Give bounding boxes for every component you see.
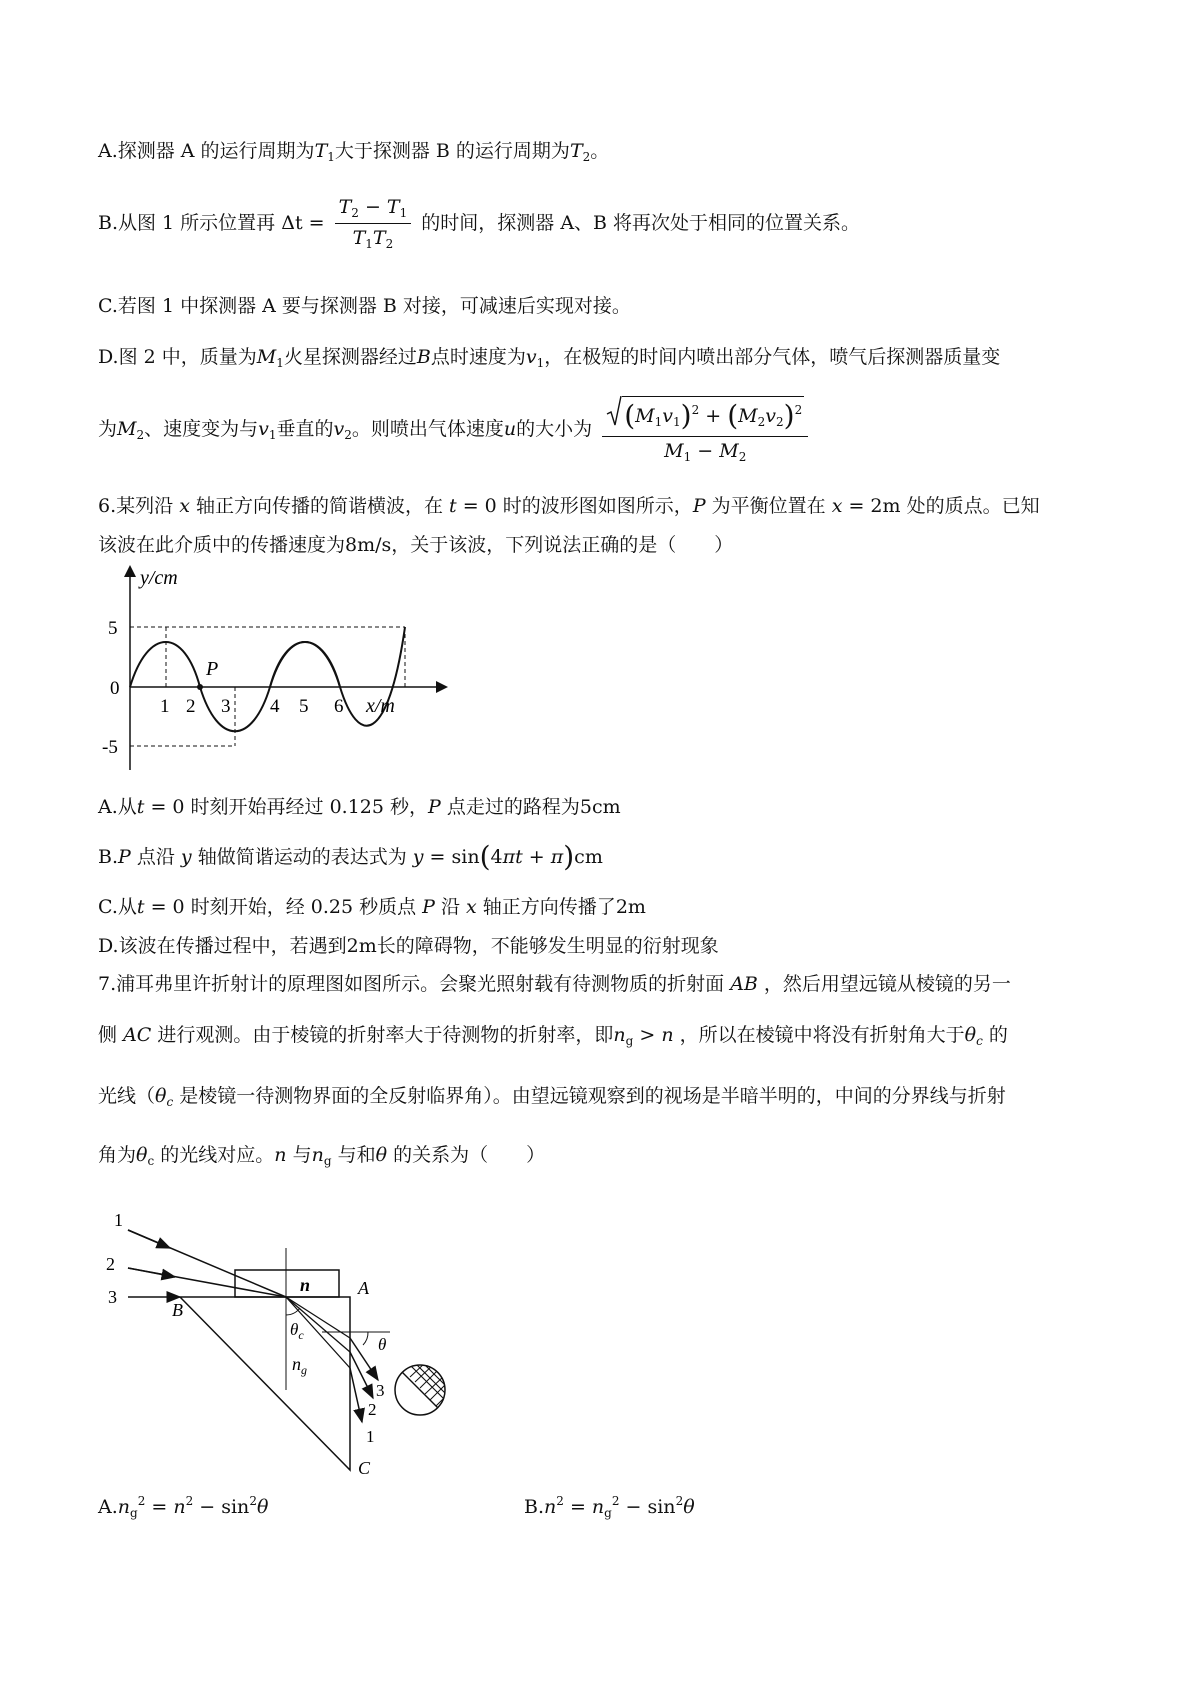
y-tick-5: 5 xyxy=(108,618,118,639)
q5-option-a: A.探测器 A 的运行周期为$T_1$大于探测器 B 的运行周期为$T_2$。 xyxy=(98,140,610,164)
y-tick-neg5: -5 xyxy=(102,737,118,758)
y-tick-0: 0 xyxy=(110,678,120,699)
symbol-T2: $T_2$ xyxy=(569,140,591,164)
vertex-label-c: C xyxy=(358,1458,371,1478)
q7-stem-line1: 7.浦耳弗里许折射计的原理图如图所示。会聚光照射载有待测物质的折射面 AB ，然后用望远镜从棱镜的另一 xyxy=(98,973,1011,995)
q7-stem-line3: 光线（$\theta_c$ 是棱镜一待测物界面的全反射临界角）。由望远镜观察到的视场是半暗半明的，中间的分界线与折射 xyxy=(98,1085,1006,1109)
q6-option-b: B.P 点沿 y 轴做简谐运动的表达式为 y = sin(4πt + π)cm xyxy=(98,840,603,873)
q5-option-d-line1: D.图 2 中，质量为$M_1$火星探测器经过B点时速度为$v_1$，在极短的时间内喷出部分气体，喷气后探测器质量变 xyxy=(98,346,1001,370)
q6-option-a: A.从t = 0 时刻开始再经过 0.125 秒，P 点走过的路程为5cm xyxy=(98,796,621,818)
point-p-label: P xyxy=(206,658,219,680)
field-of-view-icon xyxy=(395,1360,450,1415)
q7-option-b: $B.n^2 = n_g^2 - \sin^2\theta$ xyxy=(524,1494,695,1520)
sample-block xyxy=(235,1270,339,1297)
medium-label-n: n xyxy=(300,1275,311,1295)
q6-option-c: C.从t = 0 时刻开始，经 0.25 秒质点 P 沿 x 轴正方向传播了2m xyxy=(98,896,646,918)
q6-stem-line2: 该波在此介质中的传播速度为8m/s，关于该波，下列说法正确的是（ ） xyxy=(98,534,734,556)
vertex-label-b: B xyxy=(172,1300,183,1320)
out-label-2: 2 xyxy=(368,1400,377,1419)
x-tick-2: 2 xyxy=(186,696,196,717)
ray-label-2: 2 xyxy=(106,1254,115,1274)
q7-stem-line4: 角为$\theta_c$ 的光线对应。n 与$n_g$ 与和θ 的关系为（ ） xyxy=(98,1144,546,1168)
ray-label-1: 1 xyxy=(114,1210,123,1230)
x-tick-3: 3 xyxy=(221,696,231,717)
y-axis-label: y/cm xyxy=(140,567,178,589)
x-tick-4: 4 xyxy=(270,696,280,717)
fraction-gas-speed: $\frac{(M_1v_1)^2 + (M_2v_2)^2}{M_1 - M_2}$ xyxy=(602,396,808,464)
wave-graph xyxy=(100,560,460,780)
q6-stem-line1: 6.某列沿 x 轴正方向传播的简谐横波，在 t = 0 时的波形图如图所示，P 为平衡位置在 x = 2m 处的质点。已知 xyxy=(98,495,1040,517)
prism-label-ng: $n_g$ xyxy=(292,1354,307,1377)
angle-label-theta: θ xyxy=(378,1335,387,1354)
q5-option-b: B.从图 1 所示位置再 Δt = $\frac{T_2 - T_1}{T_1T_2}$ 的时间，探测器 A、B 将再次处于相同的位置关系。 xyxy=(98,196,861,252)
out-label-3: 3 xyxy=(376,1381,385,1400)
vertex-label-a: A xyxy=(358,1278,369,1298)
x-axis-label: x/m xyxy=(366,695,395,717)
fraction-delta-t: $\frac{T_2 - T_1}{T_1T_2}$ xyxy=(335,196,412,252)
wave-curve-tail xyxy=(270,642,340,687)
out-label-1: 1 xyxy=(366,1427,375,1446)
q5-option-d-line2: 为$M_2$、速度变为与$v_1$垂直的$v_2$。则喷出气体速度u的大小为 $\frac{(M_1v_1)^2 + (M_2v_2)^2}{M_1 - M_2}$ xyxy=(98,396,812,464)
q5-option-c: C.若图 1 中探测器 A 要与探测器 B 对接，可减速后实现对接。 xyxy=(98,295,631,317)
ray-2-out xyxy=(350,1352,373,1398)
point-p xyxy=(197,684,203,690)
symbol-T1: $T_1$ xyxy=(314,140,335,164)
q7-option-a: $A.n_g^2 = n^2 - \sin^2\theta$ xyxy=(98,1494,269,1520)
x-tick-1: 1 xyxy=(160,696,170,717)
q7-stem-line2: 侧 AC 进行观测。由于棱镜的折射率大于待测物的折射率，即$n_g > n$ ，所以在棱镜中将没有折射角大于$\theta_c$ 的 xyxy=(98,1024,1008,1048)
q6-option-d: D.该波在传播过程中，若遇到2m长的障碍物，不能够发生明显的衍射现象 xyxy=(98,935,719,957)
ray-1-out xyxy=(350,1368,362,1422)
symbol-M2: $M_2$ xyxy=(117,418,145,442)
symbol-M1: $M_1$ xyxy=(256,346,284,370)
refractometer-diagram xyxy=(100,1190,480,1480)
symbol-v1: $v_1$ xyxy=(525,346,545,370)
wave-curve xyxy=(130,627,405,731)
ray-label-3: 3 xyxy=(108,1287,117,1307)
x-tick-5: 5 xyxy=(299,696,309,717)
x-tick-6: 6 xyxy=(334,696,344,717)
prism-outline xyxy=(180,1297,350,1470)
angle-label-theta-c: $\theta_c$ xyxy=(290,1320,304,1342)
